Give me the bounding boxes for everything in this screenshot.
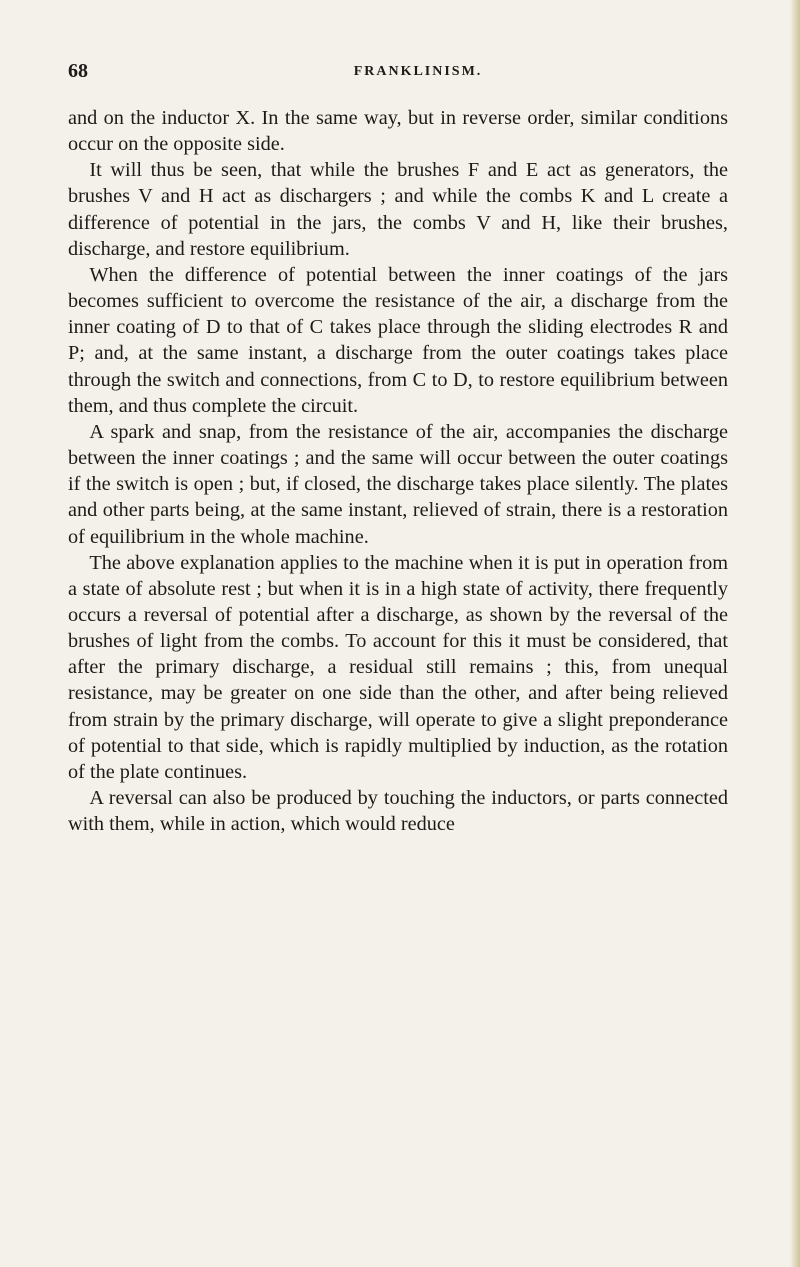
- paragraph: When the difference of potential between the inner coatings of the jars becomes sufficient to overcome the resistance of the air, a discharge from the inner coating of D to that of C takes place through the sliding electrodes R and P; and, at the same instant, a discharge from the outer coatings takes place through the switch and connections, from C to D, to restore equilibrium between them, and thus complete the circuit.: [68, 263, 728, 417]
- page-header: [68, 60, 728, 90]
- paragraph: The above explanation applies to the machine when it is put in operation from a state of absolute rest ; but when it is in a high state of activity, there frequently occurs a reversal of potential after a discharge, as shown by the reversal of the brushes of light from the combs. To account for this it must be considered, that after the primary discharge, a residual still remains ; this, from unequal resistance, may be greater on one side than the other, and after being relieved from strain by the primary discharge, will operate to give a slight preponderance of potential to that side, which is rapidly multiplied by induction, as the rotation of the plate continues.: [68, 551, 728, 783]
- body-text: [68, 105, 728, 837]
- page-edge-shadow: [790, 0, 800, 1267]
- paragraph: and on the inductor X. In the same way, but in reverse order, similar conditions occur on the opposite side.: [68, 107, 728, 156]
- running-title: FRANKLINISM.: [353, 64, 483, 79]
- paragraph: It will thus be seen, that while the brushes F and E act as generators, the brushes V and H act as dischargers ; and while the combs K and L create a difference of potential in the jars, the combs V and H, like their brushes, discharge, and restore equilibrium.: [68, 159, 728, 260]
- page-number: 68: [68, 60, 88, 82]
- paragraph: A reversal can also be produced by touching the inductors, or parts connected with them, while in action, which would reduce: [68, 787, 728, 836]
- paragraph: A spark and snap, from the resistance of the air, accompanies the discharge between the inner coatings ; and the same will occur between the outer coatings if the switch is open ; but, if closed, the discharge takes place silently. The plates and other parts being, at the same instant, relieved of strain, there is a restoration of equilibrium in the whole machine.: [68, 420, 728, 548]
- book-page: [68, 60, 728, 837]
